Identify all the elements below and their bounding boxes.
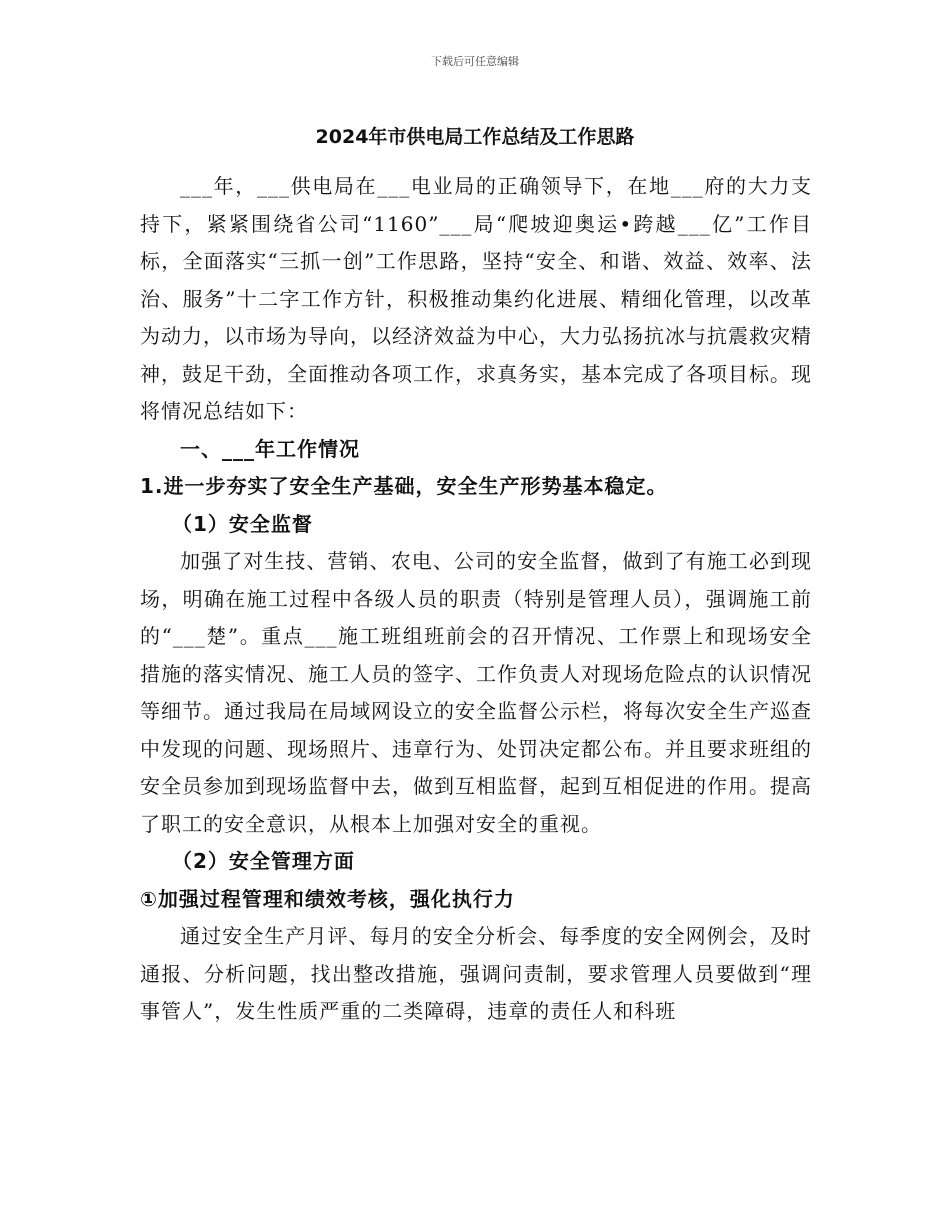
process-management-paragraph: 通过安全生产月评、每月的安全分析会、每季度的安全网例会，及时通报、分析问题，找出整改措施，强调问责制，要求管理人员要做到“理事管人”，发生性质严重的二类障碍，违章的责任人和科班 <box>140 924 812 1023</box>
intro-paragraph: ___年，___供电局在___电业局的正确领导下，在地___府的大力支持下，紧紧围绕省公司“1160”___局“爬坡迎奥运•跨越___亿”工作目标，全面落实“三抓一创”工作思路，坚持“安全、和谐、效益、效率、法治、服务”十二字工作方针，积极推动集约化进展、精细化管理，以改革为动力，以市场为导向，以经济效益为中心，大力弘扬抗冰与抗震救灾精神，鼓足干劲，全面推动各项工作，求真务实，基本完成了各项目标。现将情况总结如下： <box>140 174 812 423</box>
subsection-heading: 1.进一步夯实了安全生产基础，安全生产形势基本稳定。 <box>140 474 668 498</box>
item-heading-process-management: ①加强过程管理和绩效考核，强化执行力 <box>140 886 515 911</box>
section-heading: 一、___年工作情况 <box>180 436 360 461</box>
safety-supervision-paragraph: 加强了对生技、营销、农电、公司的安全监督，做到了有施工必到现场，明确在施工过程中各级人员的职责（特别是管理人员），强调施工前的“___楚”。重点___施工班组班前会的召开情况、工作票上和现场安全措施的落实情况、施工人员的签字、工作负责人对现场危险点的认识情况等细节。通过我局在局域网设立的安全监督公示栏，将每次安全生产巡查中发现的问题、现场照片、违章行为、处罚决定都公布。并且要求班组的安全员参加到现场监督中去，做到互相监督，起到互相促进的作用。提高了职工的安全意识，从根本上加强对安全的重视。 <box>140 549 812 836</box>
page-header-note: 下载后可任意编辑 <box>431 55 519 68</box>
subsection-heading-safety-supervision: （1）安全监督 <box>172 511 313 536</box>
document-body <box>140 168 812 1031</box>
subsection-heading-safety-management: （2）安全管理方面 <box>172 849 355 873</box>
document-title: 2024年市供电局工作总结及工作思路 <box>315 126 635 148</box>
